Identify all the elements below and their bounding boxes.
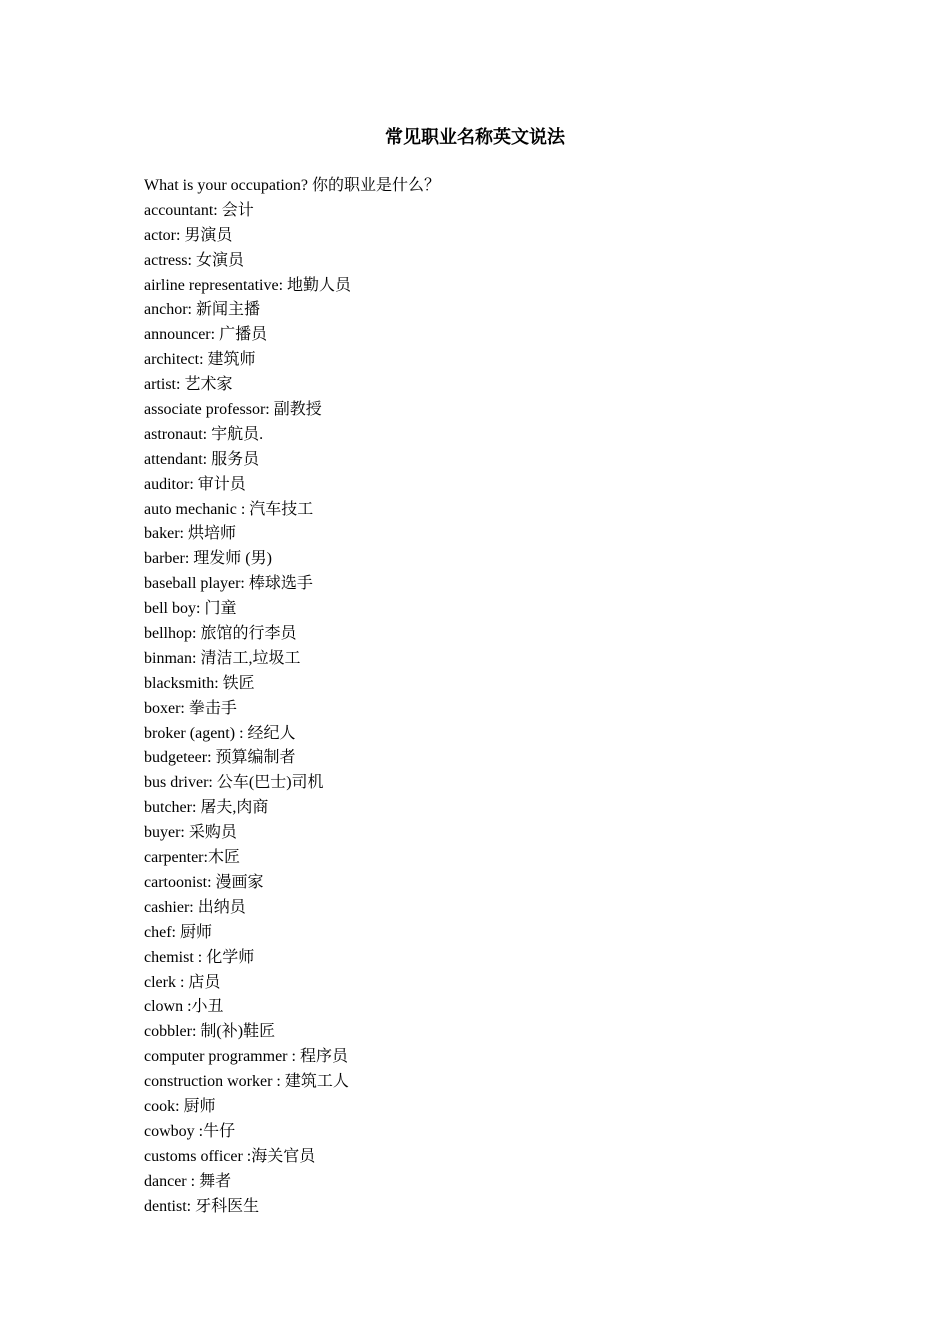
occupation-entry: baker: 烘培师 (144, 525, 236, 543)
occupation-entry: accountant: 会计 (144, 201, 254, 219)
occupation-entry: clerk : 店员 (144, 973, 221, 991)
occupation-entry: artist: 艺术家 (144, 376, 233, 394)
occupation-entry: cook: 厨师 (144, 1097, 216, 1115)
occupation-entry: bellhop: 旅馆的行李员 (144, 625, 297, 643)
occupation-entry: buyer: 采购员 (144, 824, 237, 842)
occupation-entry: bus driver: 公车(巴士)司机 (144, 774, 324, 792)
occupation-entry: attendant: 服务员 (144, 450, 260, 468)
occupation-entry: chemist : 化学师 (144, 948, 255, 966)
occupation-entry: blacksmith: 铁匠 (144, 674, 255, 692)
occupation-entry: announcer: 广播员 (144, 326, 268, 344)
occupation-entry: broker (agent) : 经纪人 (144, 724, 296, 742)
occupation-entry: anchor: 新闻主播 (144, 301, 260, 319)
occupation-entry: astronaut: 宇航员. (144, 425, 264, 443)
occupation-entry: clown :小丑 (144, 998, 224, 1016)
occupation-entry: architect: 建筑师 (144, 351, 256, 369)
intro-question: What is your occupation? 你的职业是什么？ (144, 177, 440, 194)
occupation-entry: chef: 厨师 (144, 923, 212, 941)
document-title: 常见职业名称英文说法 (385, 127, 565, 147)
occupation-entry: associate professor: 副教授 (144, 401, 322, 419)
occupation-entry: barber: 理发师 (男) (144, 550, 272, 568)
occupation-entry: cashier: 出纳员 (144, 898, 246, 916)
occupation-entry: boxer: 拳击手 (144, 699, 237, 717)
occupation-entry: baseball player: 棒球选手 (144, 575, 313, 593)
occupation-entry: cobbler: 制(补)鞋匠 (144, 1023, 276, 1041)
occupation-entry: cowboy :牛仔 (144, 1122, 236, 1140)
occupation-entry: computer programmer : 程序员 (144, 1048, 348, 1066)
occupation-entry: auto mechanic : 汽车技工 (144, 500, 314, 518)
occupation-entry: binman: 清洁工,垃圾工 (144, 649, 301, 667)
occupation-entry: construction worker : 建筑工人 (144, 1073, 349, 1091)
occupation-list (144, 174, 824, 1219)
occupation-entry: cartoonist: 漫画家 (144, 873, 264, 891)
occupation-entry: dancer : 舞者 (144, 1172, 232, 1190)
occupation-entry: actress: 女演员 (144, 251, 244, 269)
occupation-entry: customs officer :海关官员 (144, 1147, 316, 1165)
occupation-entry: budgeteer: 预算编制者 (144, 749, 296, 767)
occupation-entry: carpenter:木匠 (144, 849, 240, 867)
occupation-entry: actor: 男演员 (144, 226, 233, 244)
occupation-entry: butcher: 屠夫,肉商 (144, 799, 269, 817)
occupation-entry: dentist: 牙科医生 (144, 1197, 260, 1215)
occupation-entry: bell boy: 门童 (144, 600, 237, 618)
occupation-entry: airline representative: 地勤人员 (144, 276, 352, 294)
occupation-entry: auditor: 审计员 (144, 475, 246, 493)
